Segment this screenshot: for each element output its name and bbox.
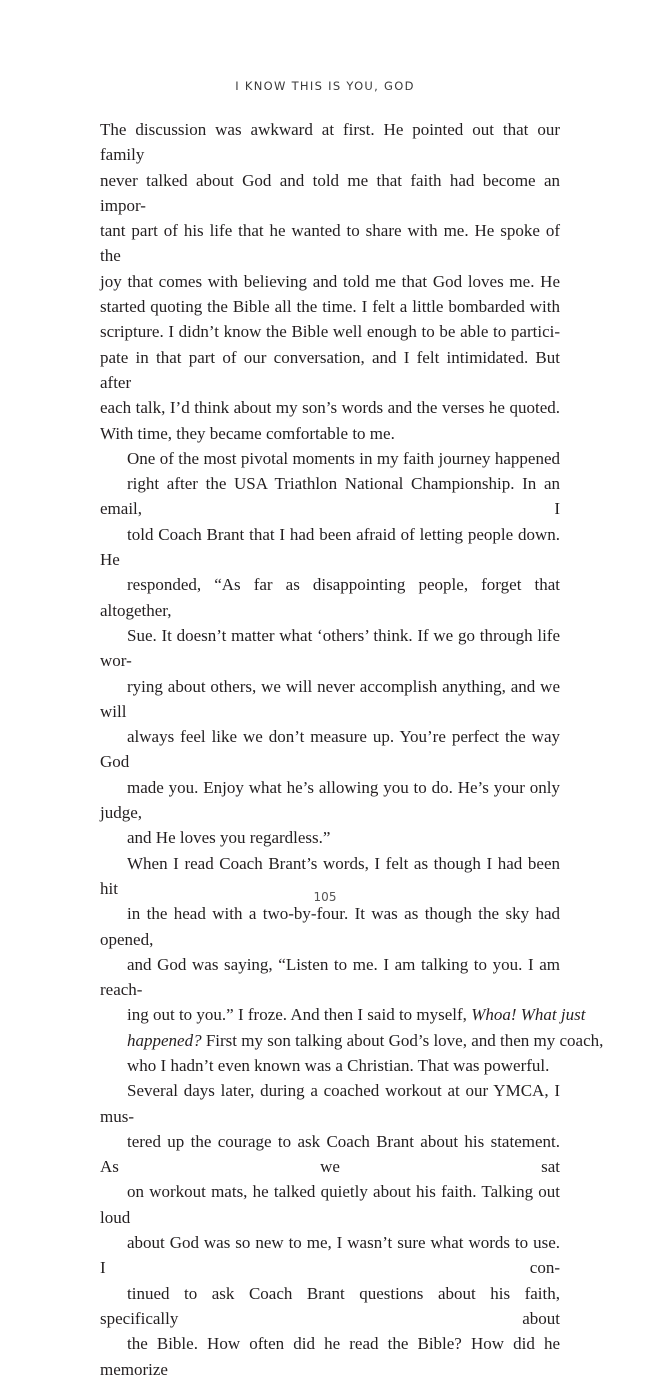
text-line: about God was so new to me, I wasn’t sure what words to use. I con- xyxy=(100,1233,560,1278)
text-line xyxy=(100,1028,604,1053)
text-line: Several days later, during a coached workout at our YMCA, I mus- xyxy=(100,1081,560,1126)
paragraph-1 xyxy=(100,117,560,446)
text-line: When I read Coach Brant’s words, I felt as though I had been hit xyxy=(100,853,560,898)
text-line: rying about others, we will never accomplish anything, and we will xyxy=(100,676,560,721)
text-line: told Coach Brant that I had been afraid of letting people down. He xyxy=(100,524,560,570)
text-run: First my son talking about God’s love, and then my coach, xyxy=(201,1030,604,1050)
running-head: I KNOW THIS IS YOU, GOD xyxy=(235,79,415,93)
text-line: responded, “As far as disappointing people, forget that altogether, xyxy=(100,575,560,620)
text-run: ing out to you.” I froze. And then I said to myself, xyxy=(127,1005,472,1025)
text-line: made you. Enjoy what he’s allowing you to do. He’s your only judge, xyxy=(100,777,560,823)
text-line: Sue. It doesn’t matter what ‘others’ think. If we go through life wor- xyxy=(100,625,560,671)
paragraph-3 xyxy=(100,851,604,1079)
text-line: One of the most pivotal moments in my faith journey happened xyxy=(127,448,560,468)
body-text xyxy=(100,117,604,1382)
italic-text: happened? xyxy=(127,1030,202,1050)
text-line: The discussion was awkward at first. He pointed out that our family xyxy=(100,120,560,165)
text-line: and He loves you regardless.” xyxy=(127,828,331,848)
text-line: never talked about God and told me that faith had become an impor- xyxy=(100,170,560,215)
italic-text: Whoa! What just xyxy=(471,1005,586,1025)
text-line: pate in that part of our conversation, and I felt intimidated. But after xyxy=(100,347,560,392)
text-line: tant part of his life that he wanted to share with me. He spoke of the xyxy=(100,221,560,266)
text-line: started quoting the Bible all the time. I felt a little bombarded with xyxy=(100,297,560,317)
paragraph-4 xyxy=(100,1078,560,1382)
text-line: tered up the courage to ask Coach Brant about his statement. As we sat xyxy=(100,1131,560,1177)
text-line: tinued to ask Coach Brant questions about his faith, specifically about xyxy=(100,1283,560,1328)
text-line: the Bible. How often did he read the Bible? How did he memorize xyxy=(100,1334,560,1379)
text-line: who I hadn’t even known was a Christian. That was powerful. xyxy=(127,1055,550,1075)
text-line xyxy=(100,1002,586,1027)
text-line: each talk, I’d think about my son’s words and the verses he quoted. xyxy=(100,398,560,418)
paragraph-2 xyxy=(100,446,560,851)
text-line: in the head with a two-by-four. It was as though the sky had opened, xyxy=(100,904,560,949)
text-line: With time, they became comfortable to me. xyxy=(100,423,395,443)
text-line: joy that comes with believing and told me that God loves me. He xyxy=(100,271,560,291)
text-line: right after the USA Triathlon National Championship. In an email, I xyxy=(100,474,560,519)
text-line: and God was saying, “Listen to me. I am talking to you. I am reach- xyxy=(100,954,560,1000)
text-line: on workout mats, he talked quietly about his faith. Talking out loud xyxy=(100,1182,560,1227)
text-line: scripture. I didn’t know the Bible well enough to be able to partici- xyxy=(100,322,560,342)
page-number: 105 xyxy=(313,890,337,904)
text-line: always feel like we don’t measure up. You’re perfect the way God xyxy=(100,727,560,772)
